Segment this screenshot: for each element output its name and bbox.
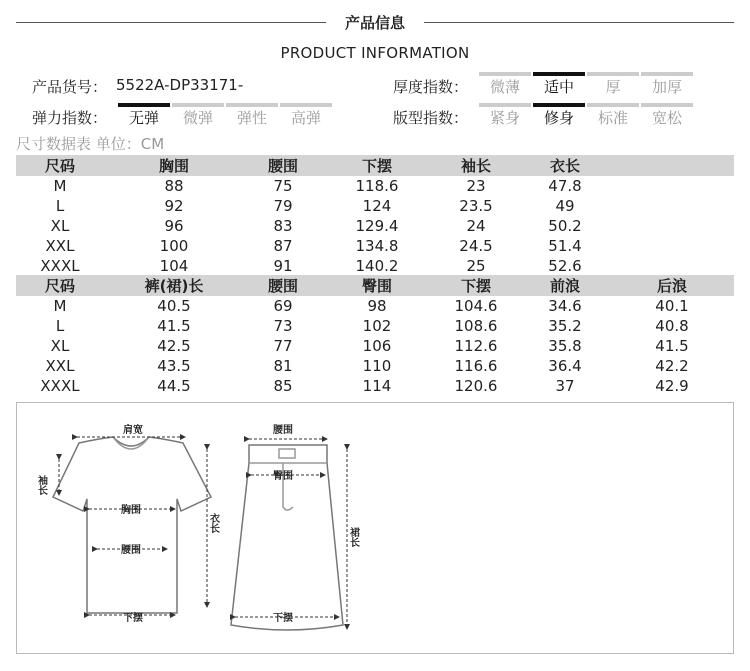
table-row [16,336,734,356]
table-cell: 100 [159,237,189,255]
column-header: 腰围 [244,275,322,296]
fit-option: 紧身 [479,103,531,129]
column-header: 裤(裙)长 [104,275,244,296]
skirt-dimension-lines [235,439,347,629]
table-cell: 75 [273,177,293,195]
table-cell: XXL [45,357,75,375]
column-header: 尺码 [16,155,104,176]
table-cell: 49 [555,197,575,215]
table-cell: 23 [466,177,486,195]
table-cell: 98 [367,297,387,315]
waist-label: 腰围 [121,545,141,556]
table-header-row [16,155,734,176]
fit-option: 宽松 [641,103,693,129]
table-cell: 42.9 [655,377,689,395]
table-cell: 108.6 [454,317,498,335]
table-row [16,376,734,396]
table-cell: 83 [273,217,293,235]
column-header: 尺码 [16,275,104,296]
table-cell: 40.1 [655,297,689,315]
table-cell: 73 [273,317,293,335]
table-row [16,316,734,336]
table-cell: 88 [164,177,184,195]
section-subtitle: PRODUCT INFORMATION [280,44,470,62]
table-cell: 50.2 [548,217,582,235]
table-cell: XXXL [40,377,80,395]
table-cell: 40.8 [655,317,689,335]
measurement-diagram [16,402,734,654]
hem-label: 下摆 [123,613,143,624]
table-cell: 134.8 [355,237,399,255]
table-cell: 23.5 [459,197,493,215]
thickness-option: 厚 [587,72,639,98]
table-row [16,296,734,316]
table-cell: 96 [164,217,184,235]
skirt-length-label: 裙长 [347,527,359,547]
table-cell: 124 [362,197,392,215]
table-row [16,356,734,376]
table-cell: 24.5 [459,237,493,255]
table-cell: M [53,177,67,195]
tshirt-sketch [53,437,211,613]
table-cell: 114 [362,377,392,395]
length-label: 衣长 [207,513,219,533]
chest-label: 胸围 [121,505,141,516]
table-cell: 36.4 [548,357,582,375]
top-size-table [16,155,734,276]
table-cell: 81 [273,357,293,375]
table-cell: 140.2 [355,257,399,275]
table-cell: 69 [273,297,293,315]
skirt-hip-label: 臀围 [273,471,293,482]
column-header: 胸围 [104,155,244,176]
table-cell: XL [50,217,70,235]
skirt-waist-label: 腰围 [273,425,293,436]
table-cell: 118.6 [355,177,399,195]
table-cell: 106 [362,337,392,355]
units-note: 尺寸数据表 单位：CM [16,135,165,153]
garment-sketch [17,403,733,653]
item-no-label: 产品货号： [32,78,108,96]
table-cell: L [55,197,65,215]
table-cell: 102 [362,317,392,335]
table-row [16,176,734,196]
table-cell: 25 [466,257,486,275]
column-header: 后浪 [610,275,734,296]
table-cell: 44.5 [157,377,191,395]
elastic-option: 微弹 [172,103,224,129]
table-cell: L [55,317,65,335]
table-row [16,236,734,256]
thickness-option: 加厚 [641,72,693,98]
table-cell: 85 [273,377,293,395]
table-cell: 129.4 [355,217,399,235]
table-row [16,196,734,216]
table-cell: 52.6 [548,257,582,275]
column-header: 臀围 [322,275,432,296]
table-cell: 35.8 [548,337,582,355]
table-cell: M [53,297,67,315]
column-header: 衣长 [520,155,610,176]
tshirt-dimension-lines [59,437,207,615]
table-cell: 92 [164,197,184,215]
table-cell: XXXL [40,257,80,275]
thickness-label: 厚度指数： [393,78,469,96]
column-header: 袖长 [432,155,520,176]
table-cell: 104 [159,257,189,275]
table-cell: 42.2 [655,357,689,375]
table-cell [610,176,734,196]
table-cell: 35.2 [548,317,582,335]
table-cell: 41.5 [157,317,191,335]
header-rule-right [424,22,734,23]
elastic-option: 无弹 [118,103,170,129]
column-header: 下摆 [432,275,520,296]
table-cell: 43.5 [157,357,191,375]
table-cell: 104.6 [454,297,498,315]
table-cell: 77 [273,337,293,355]
table-cell: 87 [273,237,293,255]
table-cell: 40.5 [157,297,191,315]
fit-option: 标准 [587,103,639,129]
table-row [16,216,734,236]
table-cell: 47.8 [548,177,582,195]
elastic-option: 高弹 [280,103,332,129]
table-cell: 42.5 [157,337,191,355]
table-header-row [16,275,734,296]
table-cell: 91 [273,257,293,275]
thickness-option: 微薄 [479,72,531,98]
column-header: 腰围 [244,155,322,176]
table-cell: 120.6 [454,377,498,395]
thickness-option: 适中 [533,72,585,98]
fit-label: 版型指数： [393,109,469,127]
column-header: 下摆 [322,155,432,176]
sleeve-label: 袖长 [35,475,47,495]
item-no-value: 5522A-DP33171- [116,76,244,94]
table-cell: 116.6 [454,357,498,375]
table-cell [610,256,734,276]
table-cell: 34.6 [548,297,582,315]
table-cell: 41.5 [655,337,689,355]
fit-option: 修身 [533,103,585,129]
shoulder-label: 肩宽 [123,425,143,436]
elastic-label: 弹力指数： [32,109,108,127]
table-row [16,256,734,276]
table-cell: 112.6 [454,337,498,355]
elastic-option: 弹性 [226,103,278,129]
table-cell: 79 [273,197,293,215]
table-cell: XL [50,337,70,355]
skirt-hem-label: 下摆 [273,613,293,624]
column-header [610,155,734,176]
table-cell: 51.4 [548,237,582,255]
table-cell [610,236,734,256]
table-cell: 110 [362,357,392,375]
bottom-size-table [16,275,734,396]
table-cell: XXL [45,237,75,255]
table-cell: 24 [466,217,486,235]
table-cell [610,216,734,236]
column-header: 前浪 [520,275,610,296]
section-title: 产品信息 [344,14,405,32]
table-cell: 37 [555,377,575,395]
table-cell [610,196,734,216]
